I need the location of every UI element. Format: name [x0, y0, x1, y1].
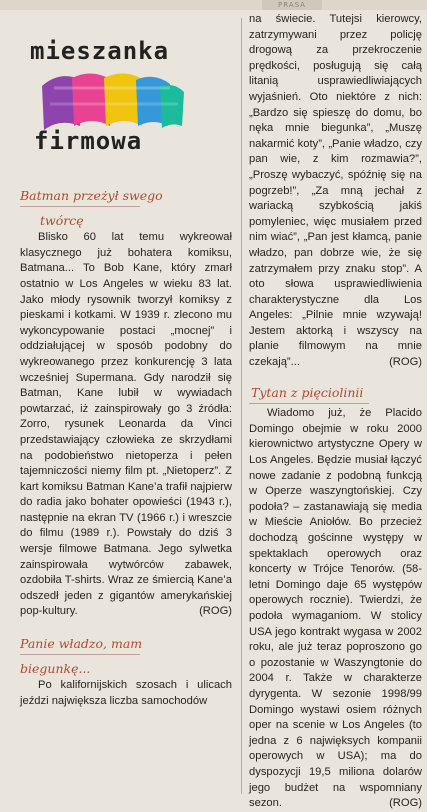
- article2-title: Panie władzo, mam: [20, 636, 143, 652]
- article1-signature: (ROG): [199, 605, 232, 618]
- article2-title-cont: biegunkę...: [20, 660, 91, 676]
- article1-text: Blisko 60 lat temu wykreował klasycznego już bohatera komiksu, Batmana... To Bob Kane, który zmarł ostatnio w Los Angeles w wieku 83 lat. Jako młody rysownik tworzył komiksy z pieskami i kotkami. W 1939 r. zlecono mu wykoncypowanie postaci „mocnej” i oddziałującej w sposób podobny do wykreowanego przez konkurencję 3 lata wcześniej Supermana. Gdy narodził się Batman, Kane lubił w wywiadach powtarzać, iż zainspirowały go 3 źródła: Zorro, rysunek Leonarda da Vinci przedstawiający człowieka ze skrzydłami na podobieństwo nietoperza i pełen tajemniczości niemy film pt. „Nietoperz”. Z kart komiksu Batman Kane’a trafił najpierw do radia jako bohater opowieści (1943 r.), następnie na ekran TV (1966 r.) i wreszcie do filmu (1989 r.). Powstały do dziś 3 wersje filmowe Batmana. Jego sylwetka zainspirowała wytwórców zabawek, ozdobiła T-shirts. Wraz ze śmiercią Kane’a odszedł jeden z gigantów amerykańskiej pop-kultury.: [20, 231, 232, 618]
- article3-signature: (ROG): [389, 797, 422, 810]
- title-underline: [20, 206, 140, 207]
- column-divider: [241, 18, 242, 794]
- article3-body: [249, 406, 422, 811]
- article3-text: Wiadomo już, że Placido Domingo obejmie w roku 2000 kierownictwo artystyczne Opery w Los Angeles. Będzie musiał łączyć nowe zadanie z podobną funkcją w Operze waszyngtońskiej. Czy podoła? – zastanawiają się media w Mieście Aniołów. Bo przecież dochodzą gościnne występy w spektaklach operowych oraz koncerty w Trójce Tenorów. (58-letni Domingo daje 65 występów operowych rocznie). Twierdzi, że podoła wymaganiom. W stolicy USA jego kontrakt wygasa w 2002 roku, ale już teraz poproszono go o pozostanie w Waszyngtonie do 2004 r. Także w charakterze dyrygenta. W sezonie 1998/99 Domingo wystawi osiem różnych oper na scenie w Los Angeles (to jedna z 6 najwięksych kompanii operowych w USA); ma do dyspozycji 19,5 miliona dolarów jego budżet na wspomniany sezon.: [249, 407, 422, 810]
- logo-text-bottom: firmowa: [34, 127, 143, 155]
- logo-text-top: mieszanka: [30, 37, 170, 65]
- article2-text-left: Po kalifornijskich szosach i ulicach jeździ największa liczba samochodów: [20, 679, 232, 707]
- article1-body: [20, 230, 232, 620]
- article2-body-left: [20, 678, 232, 709]
- article1-title: Batman przeżył swego: [20, 188, 163, 203]
- top-strip: [0, 0, 427, 10]
- article2-signature: (ROG): [389, 356, 422, 369]
- section-tag: PRASA: [262, 0, 322, 10]
- right-column: [249, 12, 422, 812]
- article1-title-cont: twórcę: [40, 212, 84, 228]
- title-underline: [249, 403, 369, 404]
- article2-text-right: na świecie. Tutejsi kierowcy, zatrzymywani przez policję drogową za przekroczenie prędkości, posługują się całą litanią usprawiedliwiających wyjaśnień. Oto niektóre z nich: „Bardzo się spieszę do domu, bo nęka mnie biegunka”, „Muszę nakarmić koty”, „Panie władzo, czy pan wie, z kim rozmawia?”, „Proszę wybaczyć, spóźnię się na pogrzeb!”, „Za mną jechał z wariacką szybkością jakiś pomyleniec, więc musiałem przed nim wiać”, „Pan jest kłamcą, panie władzo, pan dobrze wie, że się zatrzymałem przy znaku stop”. A oto słowa usprawiedliwienia charakterystyczne dla Los Angeles: „Pilnie mnie wzywają! Jestem aktorką i wszyscy na planie filmowym na mnie czekają”...: [249, 13, 422, 369]
- title-underline: [20, 654, 140, 655]
- section-logo: [20, 34, 190, 182]
- left-column: [20, 34, 232, 709]
- article3-title: Tytan z pięciolinii: [251, 384, 364, 400]
- section-gap: [20, 620, 232, 630]
- article2-body-right: [249, 12, 422, 371]
